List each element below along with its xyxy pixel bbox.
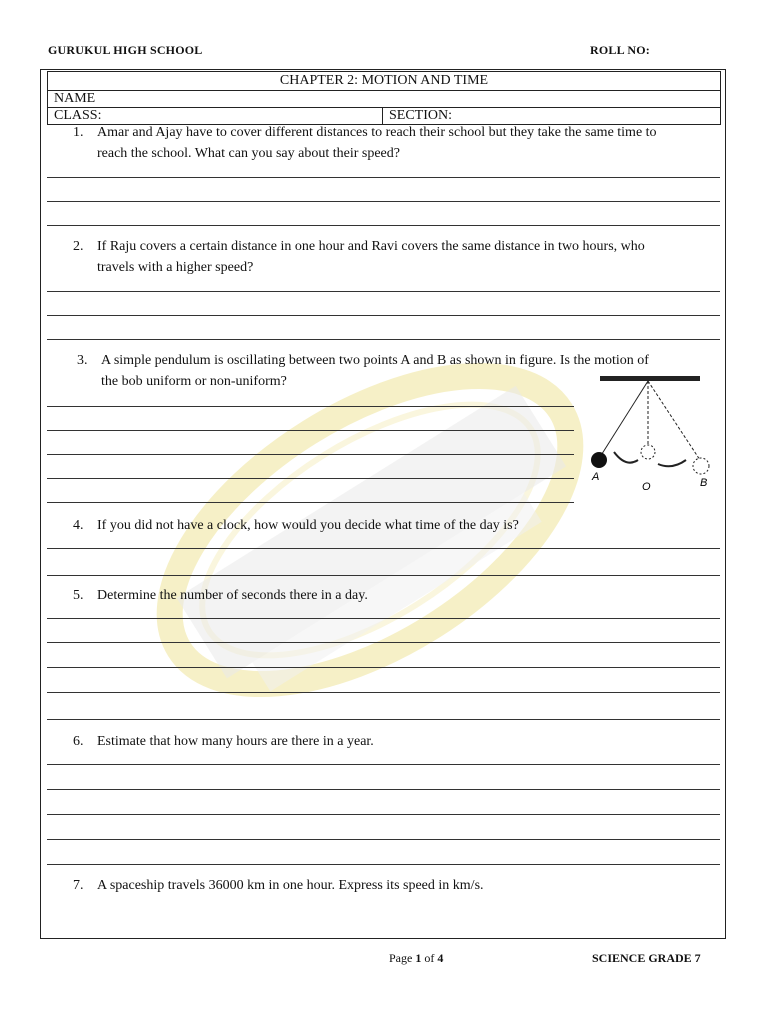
- answer-line[interactable]: [47, 618, 720, 619]
- class-field[interactable]: CLASS:: [48, 108, 383, 125]
- question-number: 3.: [77, 353, 88, 368]
- question-number: 6.: [73, 734, 84, 749]
- answer-line[interactable]: [47, 814, 720, 815]
- answer-line[interactable]: [47, 315, 720, 316]
- answer-line[interactable]: [47, 291, 720, 292]
- school-name: GURUKUL HIGH SCHOOL: [48, 43, 203, 57]
- answer-line[interactable]: [47, 201, 720, 202]
- student-info-table: [47, 71, 721, 125]
- answer-line[interactable]: [47, 719, 720, 720]
- answer-line[interactable]: [47, 764, 720, 765]
- chapter-title: CHAPTER 2: MOTION AND TIME: [48, 72, 721, 91]
- name-field[interactable]: NAME: [48, 91, 721, 108]
- answer-line[interactable]: [47, 864, 720, 865]
- question-number: 7.: [73, 878, 84, 893]
- label-o: O: [642, 481, 651, 492]
- page-frame: [40, 69, 726, 939]
- pendulum-figure: [588, 372, 718, 492]
- answer-line[interactable]: [47, 575, 720, 576]
- answer-line[interactable]: [47, 839, 720, 840]
- question-text: Estimate that how many hours are there in a year.: [97, 734, 374, 749]
- pendulum-swing-line: [648, 381, 700, 460]
- swing-arrow-left: [614, 452, 638, 463]
- question-text: Determine the number of seconds there in a day.: [97, 588, 368, 603]
- page-of: of: [421, 951, 438, 965]
- answer-line[interactable]: [47, 225, 720, 226]
- page-indicator: [389, 951, 443, 966]
- answer-line[interactable]: [47, 642, 720, 643]
- question-text: A spaceship travels 36000 km in one hour. Express its speed in km/s.: [97, 878, 484, 893]
- question-number: 4.: [73, 518, 84, 533]
- question-text-cont: travels with a higher speed?: [97, 260, 254, 275]
- question-text: Amar and Ajay have to cover different distances to reach their school but they take the same time to: [97, 125, 657, 140]
- answer-line[interactable]: [47, 406, 574, 407]
- section-field[interactable]: SECTION:: [383, 108, 721, 125]
- bob-position-b: [693, 458, 709, 474]
- label-a: A: [592, 471, 600, 483]
- answer-line[interactable]: [47, 502, 574, 503]
- subject-grade: SCIENCE GRADE 7: [592, 951, 701, 965]
- label-b: B: [700, 477, 708, 489]
- question-number: 2.: [73, 239, 84, 254]
- question-number: 5.: [73, 588, 84, 603]
- answer-line[interactable]: [47, 478, 574, 479]
- answer-line[interactable]: [47, 339, 720, 340]
- answer-line[interactable]: [47, 692, 720, 693]
- page-prefix: Page: [389, 951, 416, 965]
- bob-position-a: [591, 452, 607, 468]
- answer-line[interactable]: [47, 548, 720, 549]
- page-current: 1: [415, 951, 422, 965]
- answer-line[interactable]: [47, 789, 720, 790]
- bob-position-o: [641, 445, 655, 459]
- question-text: If you did not have a clock, how would you decide what time of the day is?: [97, 518, 519, 533]
- question-text-cont: the bob uniform or non-uniform?: [101, 374, 287, 389]
- pendulum-support: [600, 376, 700, 381]
- answer-line[interactable]: [47, 667, 720, 668]
- page-total: 4: [437, 951, 444, 965]
- roll-no-label: ROLL NO:: [590, 43, 650, 57]
- answer-line[interactable]: [47, 454, 574, 455]
- pendulum-string: [600, 381, 648, 457]
- question-text-cont: reach the school. What can you say about their speed?: [97, 146, 400, 161]
- question-text: If Raju covers a certain distance in one hour and Ravi covers the same distance in two hours, who: [97, 239, 645, 254]
- swing-arrow-right: [658, 460, 686, 466]
- answer-line[interactable]: [47, 177, 720, 178]
- question-text: A simple pendulum is oscillating between two points A and B as shown in figure. Is the motion of: [101, 353, 649, 368]
- answer-line[interactable]: [47, 430, 574, 431]
- question-number: 1.: [73, 125, 84, 140]
